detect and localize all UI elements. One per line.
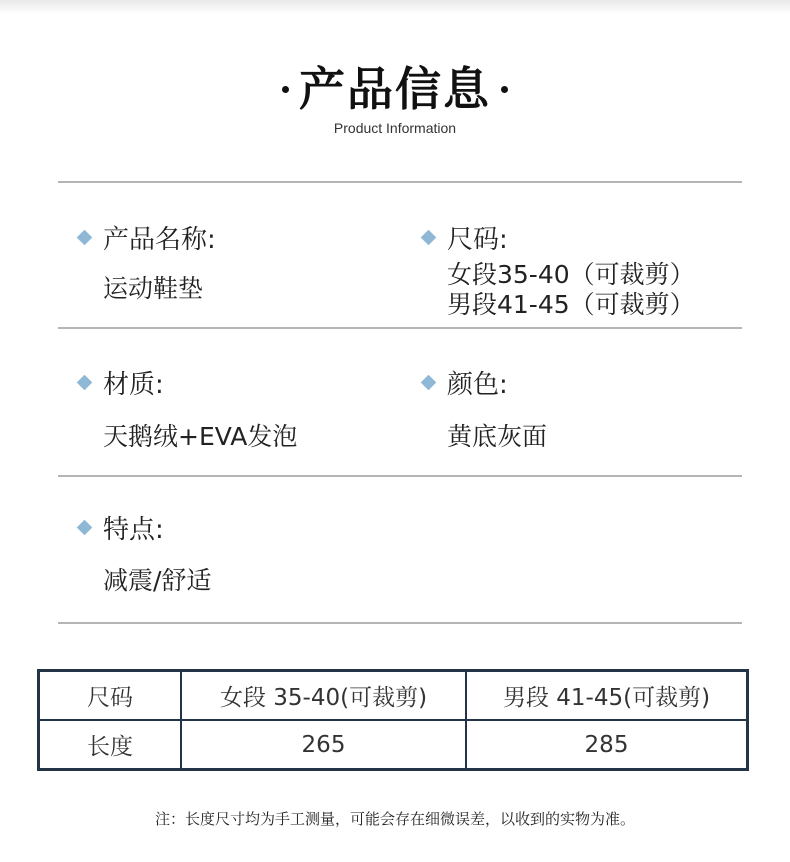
info-label: 特点: [103,514,164,545]
info-label: 产品名称: [103,224,216,255]
divider-3 [58,622,742,624]
divider-top [58,181,742,183]
section-header [0,58,790,136]
diamond-bullet-icon [77,229,93,245]
info-value-line-2: 男段41-45（可裁剪） [447,290,695,319]
info-value: 减震/舒适 [103,566,212,595]
title-dot-right [501,86,508,93]
divider-1 [58,327,742,329]
page-title: 产品信息 [299,62,491,116]
title-row [0,58,790,120]
info-head [75,510,211,544]
divider-2 [58,475,742,477]
info-head [419,365,547,399]
info-color [419,365,547,452]
top-shade [0,0,790,14]
info-label: 材质: [103,369,164,400]
info-material [75,365,297,452]
size-table [37,669,749,771]
diamond-bullet-icon [77,374,93,390]
info-head [419,220,695,254]
table-header-row [39,671,748,721]
title-dot-left [282,86,289,93]
info-value: 运动鞋垫 [103,274,204,303]
info-value-line-1: 女段35-40（可裁剪） [447,260,695,289]
diamond-bullet-icon [421,229,437,245]
table-cell: 尺码 [39,671,182,721]
info-value: 黄底灰面 [447,422,548,451]
info-product-name [75,220,216,304]
info-label: 尺码: [447,224,508,255]
table-cell: 女段 35-40(可裁剪) [181,671,466,721]
info-size [419,220,695,320]
diamond-bullet-icon [77,519,93,535]
diamond-bullet-icon [421,374,437,390]
info-head [75,365,297,399]
footnote: 注：长度尺寸均为手工测量，可能会存在细微误差，以收到的实物为准。 [154,810,635,828]
info-value: 天鹅绒+EVA发泡 [103,422,298,451]
table-cell: 265 [181,720,466,770]
page-subtitle: Product Information [333,120,457,136]
info-label: 颜色: [447,369,508,400]
table-cell: 男段 41-45(可裁剪) [466,671,748,721]
table-cell: 长度 [39,720,182,770]
table-cell: 285 [466,720,748,770]
info-feature [75,510,211,596]
info-head [75,220,216,254]
table-row [39,720,748,770]
